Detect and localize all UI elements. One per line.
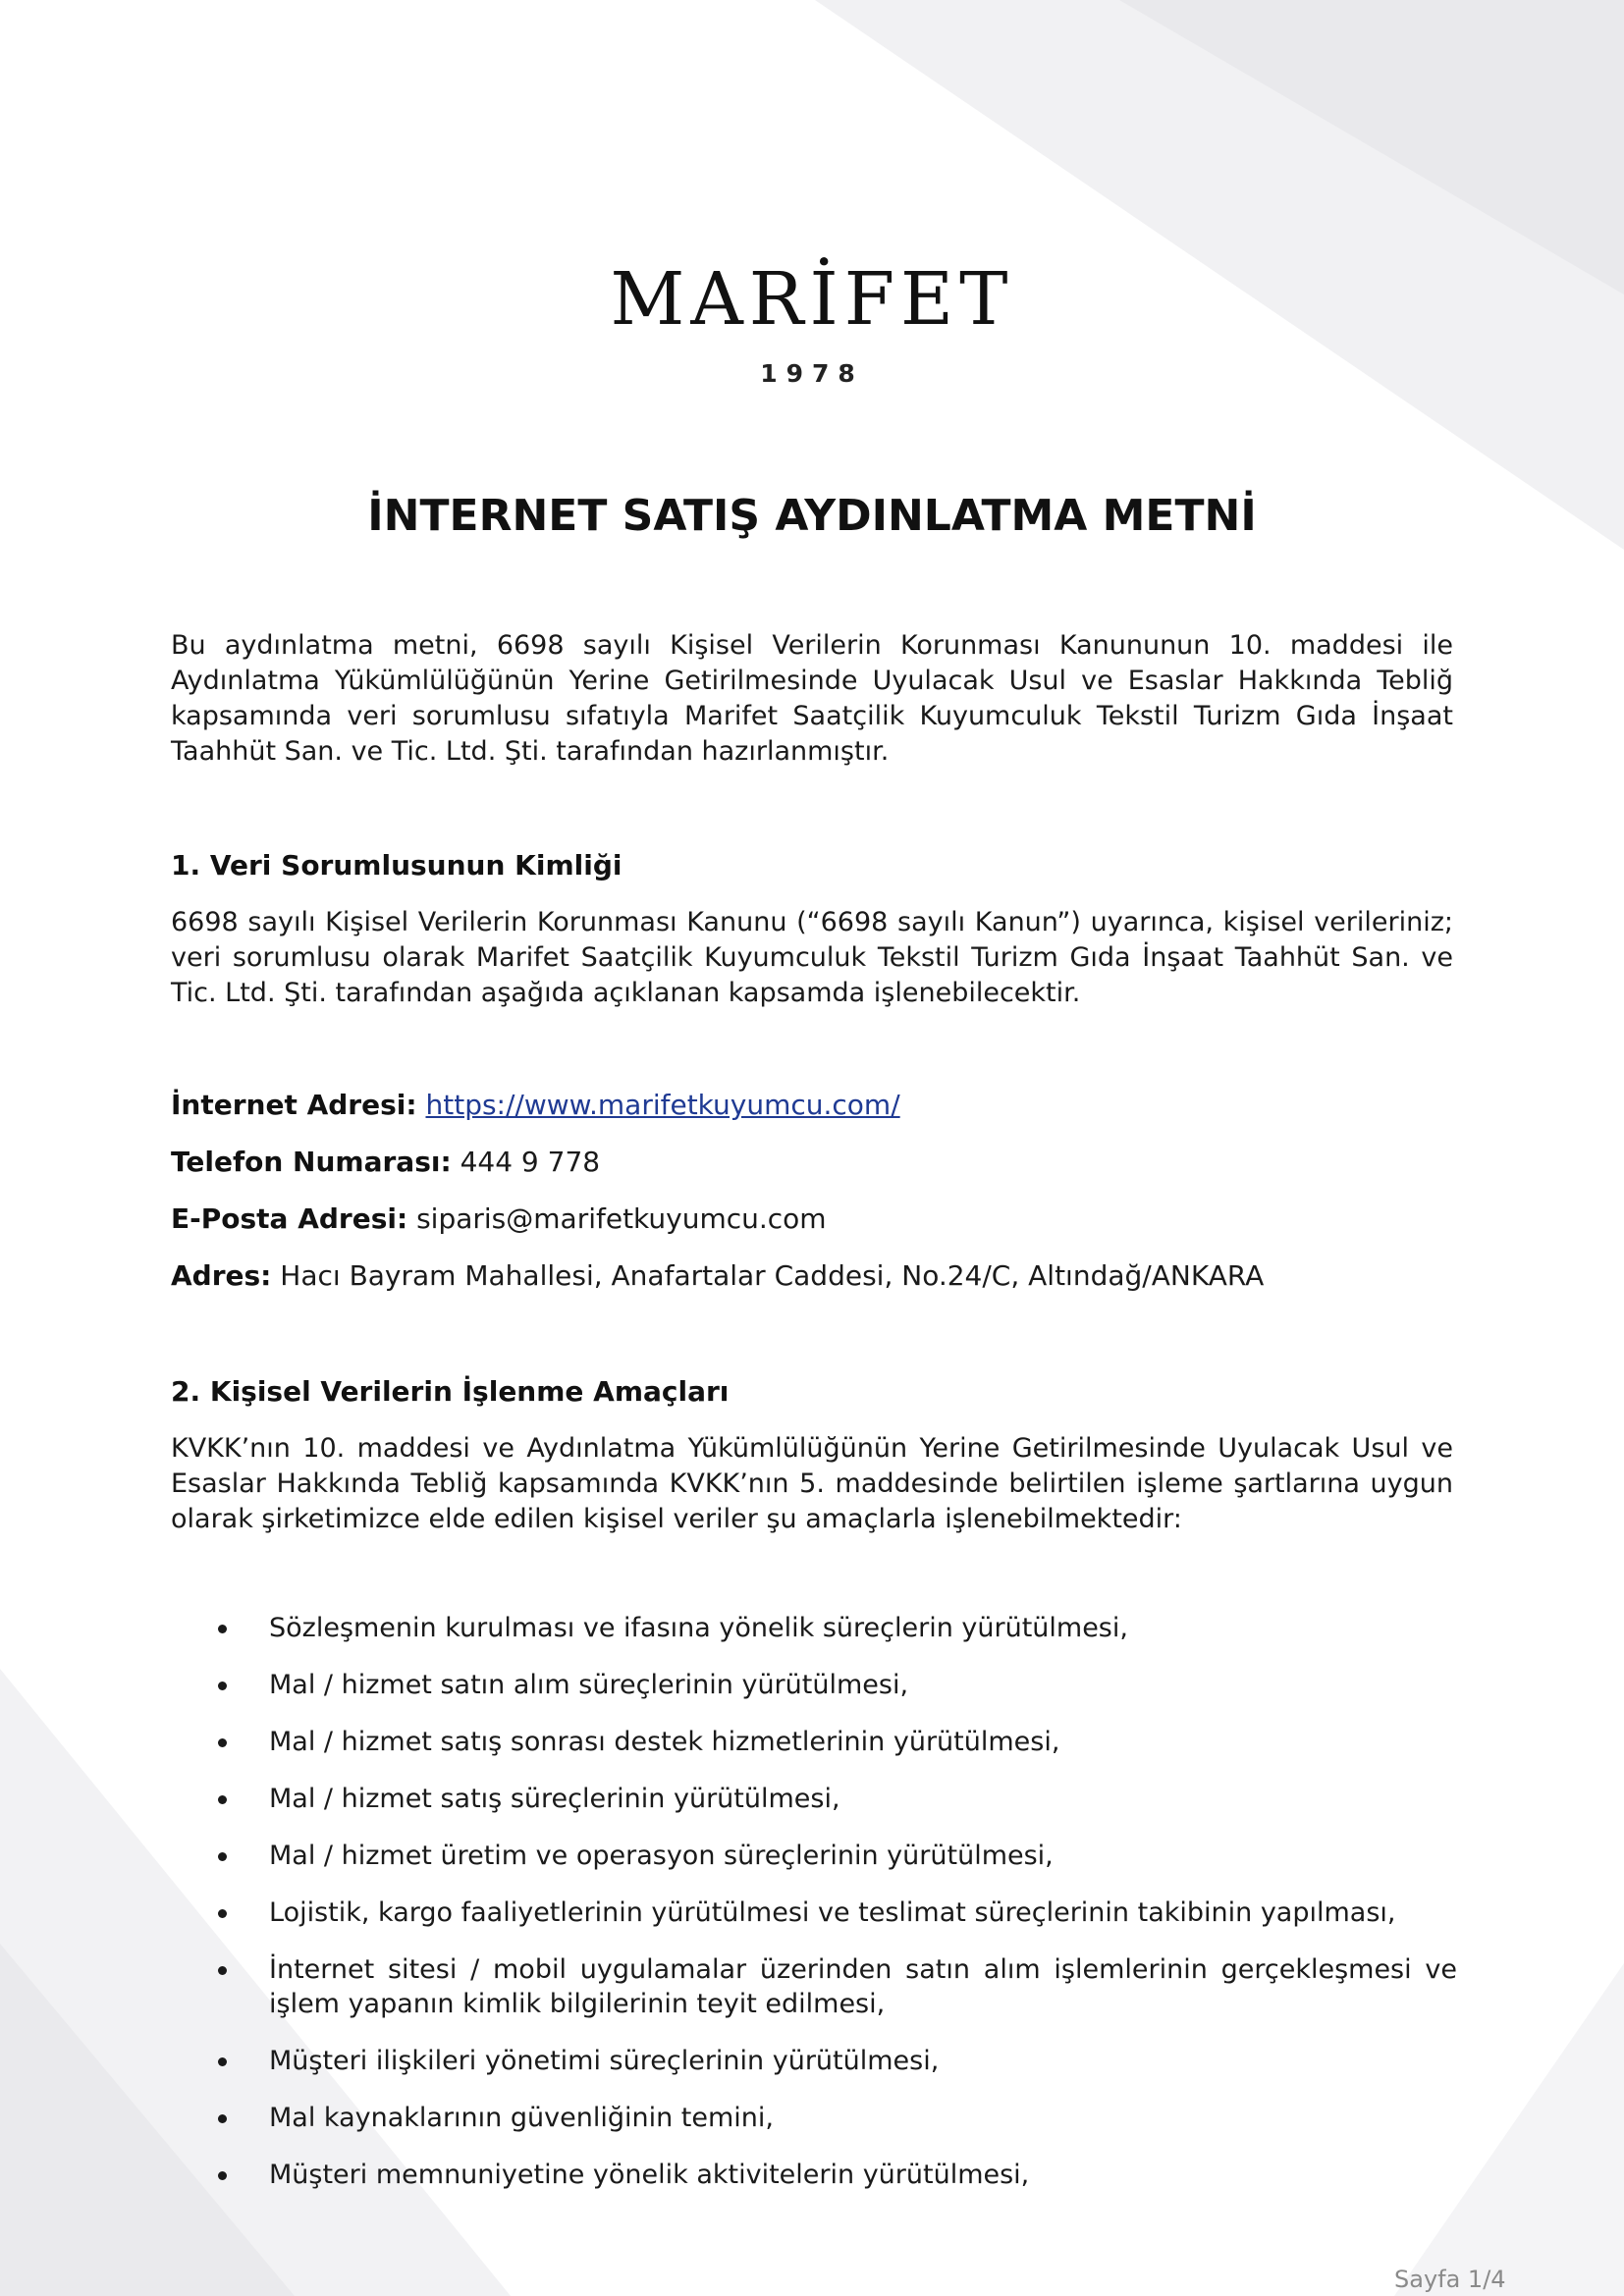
list-item bbox=[171, 2101, 1457, 2135]
address-label: Adres: bbox=[171, 1259, 272, 1292]
document-title: İNTERNET SATIŞ AYDINLATMA METNİ bbox=[367, 491, 1257, 541]
bullet-icon bbox=[218, 2114, 227, 2123]
brand-logo-wordmark: MARİFET bbox=[610, 257, 1014, 342]
list-item bbox=[171, 2044, 1457, 2078]
list-item bbox=[171, 1668, 1457, 1702]
list-item bbox=[171, 1782, 1457, 1816]
internet-label: İnternet Adresi: bbox=[171, 1089, 417, 1121]
address-value: Hacı Bayram Mahallesi, Anafartalar Caddesi, No.24/C, Altındağ/ANKARA bbox=[280, 1259, 1265, 1292]
list-item bbox=[171, 1952, 1457, 2021]
list-item-text: İnternet sitesi / mobil uygulamalar üzerinden satın alım işlemlerinin gerçekleşmesi ve işlem yapanın kimlik bilgilerinin teyit edilmesi, bbox=[269, 1954, 1457, 2019]
list-item bbox=[171, 1896, 1457, 1930]
contact-phone bbox=[171, 1148, 600, 1176]
list-item-text: Mal / hizmet üretim ve operasyon süreçlerinin yürütülmesi, bbox=[269, 1841, 1054, 1871]
bullet-icon bbox=[218, 1909, 227, 1918]
bullet-icon bbox=[218, 1682, 227, 1690]
list-item-text: Mal / hizmet satış sonrası destek hizmetlerinin yürütülmesi, bbox=[269, 1727, 1060, 1757]
intro-paragraph: Bu aydınlatma metni, 6698 sayılı Kişisel Verilerin Korunması Kanununun 10. maddesi ile Aydınlatma Yükümlülüğünün Yerine Getirilmesinde Uyulacak Usul ve Esaslar Hakkında Tebliğ kapsamında veri sorumlusu sıfatıyla Marifet Saatçilik Kuyumculuk Tekstil Turizm Gıda İnşaat Taahhüt San. ve Tic. Ltd. Şti. tarafından hazırlanmıştır. bbox=[171, 630, 1453, 767]
list-item bbox=[171, 1839, 1457, 1873]
list-item bbox=[171, 2158, 1457, 2192]
contact-address bbox=[171, 1259, 1265, 1292]
bullet-icon bbox=[218, 2057, 227, 2066]
list-item-text: Müşteri memnuniyetine yönelik aktivitelerin yürütülmesi, bbox=[269, 2160, 1030, 2190]
website-link[interactable]: https://www.marifetkuyumcu.com/ bbox=[425, 1089, 900, 1121]
list-item bbox=[171, 1725, 1457, 1759]
list-item-text: Lojistik, kargo faaliyetlerinin yürütülmesi ve teslimat süreçlerinin takibinin yapılması, bbox=[269, 1897, 1396, 1928]
section1-heading: 1. Veri Sorumlusunun Kimliği bbox=[171, 849, 623, 881]
email-label: E-Posta Adresi: bbox=[171, 1202, 408, 1235]
intro-section bbox=[171, 628, 1453, 770]
list-item-text: Mal / hizmet satış süreçlerinin yürütülmesi, bbox=[269, 1784, 840, 1814]
bullet-icon bbox=[218, 1852, 227, 1861]
brand-logo-year: 1978 bbox=[760, 359, 864, 388]
section2-body bbox=[171, 1431, 1453, 1537]
section2-heading: 2. Kişisel Verilerin İşlenme Amaçları bbox=[171, 1375, 730, 1408]
bullet-icon bbox=[218, 2171, 227, 2180]
bullet-icon bbox=[218, 1738, 227, 1747]
list-item-text: Mal kaynaklarının güvenliğinin temini, bbox=[269, 2103, 774, 2133]
email-value: siparis@marifetkuyumcu.com bbox=[416, 1202, 827, 1235]
contact-internet bbox=[171, 1089, 900, 1121]
purpose-list bbox=[171, 1611, 1457, 2192]
phone-label: Telefon Numarası: bbox=[171, 1146, 452, 1178]
list-item-text: Mal / hizmet satın alım süreçlerinin yürütülmesi, bbox=[269, 1670, 909, 1700]
section2-paragraph: KVKK’nın 10. maddesi ve Aydınlatma Yükümlülüğünün Yerine Getirilmesinde Uyulacak Usul ve Esaslar Hakkında Tebliğ kapsamında KVKK’nın 5. maddesinde belirtilen işleme şartlarına uygun olarak şirketimizce elde edilen kişisel veriler şu amaçlarla işlenebilmektedir: bbox=[171, 1433, 1453, 1534]
bullet-icon bbox=[218, 1795, 227, 1804]
contact-email bbox=[171, 1202, 827, 1235]
bullet-icon bbox=[218, 1966, 227, 1975]
phone-value: 444 9 778 bbox=[460, 1146, 601, 1178]
list-item-text: Müşteri ilişkileri yönetimi süreçlerinin yürütülmesi, bbox=[269, 2046, 940, 2076]
list-item bbox=[171, 1611, 1457, 1645]
section1-paragraph: 6698 sayılı Kişisel Verilerin Korunması Kanunu (“6698 sayılı Kanun”) uyarınca, kişisel verileriniz; veri sorumlusu olarak Marifet Saatçilik Kuyumculuk Tekstil Turizm Gıda İnşaat Taahhüt San. ve Tic. Ltd. Şti. tarafından aşağıda açıklanan kapsamda işlenebilecektir. bbox=[171, 907, 1453, 1008]
page-number: Sayfa 1/4 bbox=[1394, 2266, 1506, 2293]
bullet-icon bbox=[218, 1625, 227, 1633]
section1-body bbox=[171, 905, 1453, 1011]
list-item-text: Sözleşmenin kurulması ve ifasına yönelik süreçlerin yürütülmesi, bbox=[269, 1613, 1128, 1643]
